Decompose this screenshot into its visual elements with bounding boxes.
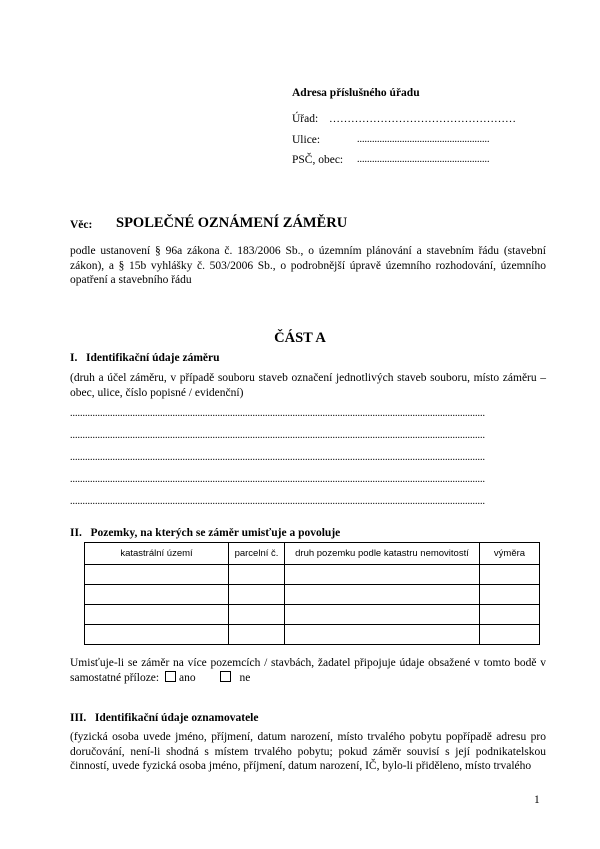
land-table-header <box>85 543 540 565</box>
col-parcel-number: parcelní č. <box>229 543 285 565</box>
col-land-type: druh pozemku podle katastru nemovitostí <box>285 543 480 565</box>
section1-title: I. Identifikační údaje záměru <box>70 352 220 364</box>
section1-line-1[interactable]: ...................................................................................................................................................................... <box>70 408 485 419</box>
section3-description: (fyzická osoba uvede jméno, příjmení, datum narození, místo trvalého pobytu popřípadě adresu pro doručování, není-li shodná s místem trvalého pobytu; pokud záměr souvisí s její podnikatelskou činností, uvede fyzická osoba jméno, příjmení, datum narození, IČ, bylo-li přiděleno, místo trvalého <box>70 731 546 772</box>
option-no-label: ne <box>239 671 251 684</box>
legal-basis: podle ustanovení § 96a zákona č. 183/2006 Sb., o územním plánování a stavebním řádu (stavební zákon), a § 15b vyhlášky č. 503/2006 Sb., o podrobnější úpravě územního rozhodování, územního opatření a stavebního řádu <box>70 245 546 286</box>
table-cell[interactable] <box>85 565 229 585</box>
table-cell[interactable] <box>285 605 480 625</box>
section1-line-4[interactable]: ...................................................................................................................................................................... <box>70 474 485 485</box>
table-cell[interactable] <box>85 625 229 645</box>
option-yes-label: ano <box>178 671 196 684</box>
urad-label: Úřad: <box>292 113 319 125</box>
table-cell[interactable] <box>480 565 540 585</box>
table-row <box>85 565 540 585</box>
col-cadastral-area: katastrální území <box>85 543 229 565</box>
col-area: výměra <box>480 543 540 565</box>
section1-description: (druh a účel záměru, v případě souboru staveb označení jednotlivých staveb souboru, místo záměru – obec, ulice, číslo popisné / evidenční) <box>70 372 546 399</box>
urad-field[interactable]: …………………………………………… <box>329 113 516 125</box>
table-cell[interactable] <box>229 585 285 605</box>
section2-title: II. Pozemky, na kterých se záměr umisťuje a povoluje <box>70 527 341 539</box>
ulice-label: Ulice: <box>292 134 321 146</box>
table-row <box>85 605 540 625</box>
table-cell[interactable] <box>229 625 285 645</box>
table-cell[interactable] <box>285 625 480 645</box>
checkbox-no[interactable] <box>220 671 231 682</box>
table-cell[interactable] <box>85 585 229 605</box>
ulice-field[interactable]: ..................................................... <box>357 134 490 145</box>
office-heading: Adresa příslušného úřadu <box>292 87 420 99</box>
subject-title: SPOLEČNÉ OZNÁMENÍ ZÁMĚRU <box>116 215 348 231</box>
subject-label: Věc: <box>70 219 93 231</box>
section2-note-text: Umisťuje-li se záměr na více pozemcích / stavbách, žadatel připojuje údaje obsažené v tomto bodě v samostatné příloze: <box>70 657 546 684</box>
section2-note <box>70 656 546 685</box>
page-number: 1 <box>534 794 540 806</box>
table-cell[interactable] <box>480 585 540 605</box>
land-table <box>84 542 540 645</box>
table-cell[interactable] <box>229 565 285 585</box>
psc-label: PSČ, obec: <box>292 154 344 166</box>
section1-line-3[interactable]: ...................................................................................................................................................................... <box>70 452 485 463</box>
table-cell[interactable] <box>480 605 540 625</box>
section3-title: III. Identifikační údaje oznamovatele <box>70 712 259 724</box>
table-row <box>85 625 540 645</box>
table-row <box>85 585 540 605</box>
table-cell[interactable] <box>285 585 480 605</box>
table-cell[interactable] <box>85 605 229 625</box>
part-a-heading: ČÁST A <box>274 330 326 346</box>
section1-line-2[interactable]: ...................................................................................................................................................................... <box>70 430 485 441</box>
psc-field[interactable]: ..................................................... <box>357 154 490 165</box>
table-cell[interactable] <box>229 605 285 625</box>
section1-line-5[interactable]: ...................................................................................................................................................................... <box>70 496 485 507</box>
checkbox-yes[interactable] <box>165 671 176 682</box>
table-cell[interactable] <box>480 625 540 645</box>
table-cell[interactable] <box>285 565 480 585</box>
